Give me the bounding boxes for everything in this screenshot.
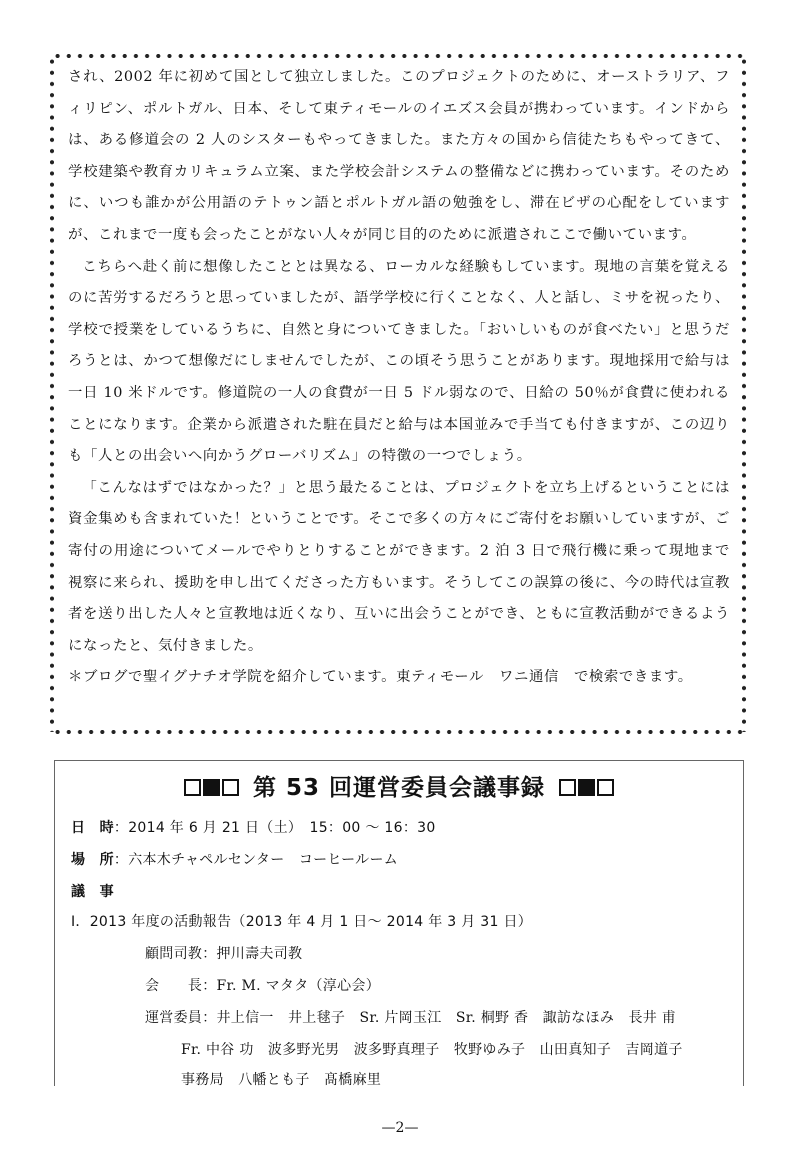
minutes-box [54, 760, 744, 1086]
date-row [71, 817, 436, 837]
committee-label: 運営委員 [145, 1010, 203, 1026]
committee-line-1: ：井上信一 井上毬子 Sr. 片岡玉江 Sr. 桐野 香 諏訪なほみ 長井 甫 [202, 1010, 677, 1026]
advisor-value: ：押川壽夫司教 [202, 946, 303, 962]
chair-label: 会 長 [145, 978, 203, 994]
agenda-row [71, 881, 114, 901]
dotted-border-top [52, 53, 744, 59]
agenda-item-1-text: Ⅰ．2013 年度の活動報告（2013 年 4 月 1 日〜 2014 年 3 月 31 日） [71, 914, 533, 930]
article-box [52, 56, 744, 732]
place-row [71, 849, 398, 869]
place-value: ：六本木チャペルセンター コーヒールーム [113, 852, 399, 868]
date-value: ：2014 年 6 月 21 日（土） 15：00 〜 16：30 [113, 820, 436, 836]
minutes-title: 第 53 回運営委員会議事録 [252, 775, 546, 801]
place-label: 場 所 [71, 852, 114, 868]
chair-row [145, 975, 380, 995]
date-label: 日 時 [71, 820, 114, 836]
article-paragraph-2: こちらへ赴く前に想像したこととは異なる、ローカルな経験もしています。現地の言葉を覚えるのに苦労するだろうと思っていましたが、語学学校に行くことなく、人と話し、ミサを祝ったり、学校で授業をしているうちに、自然と身についてきました。「おいしいものが食べたい」と思うだろうとは、かつて想像だにしませんでしたが、この頃そう思うことがあります。現地採用で給与は一日 10 米ドルです。修道院の一人の食費が一日 5 ドル弱なので、日給の 50％が食費に使われることになります。企業から派遣された駐在員だと給与は本国並みで手当ても付きますが、この辺りも「人との出会いへ向かうグローバリズム」の特徴の一つでしょう。 [68, 258, 730, 465]
committee-row [145, 1007, 676, 1027]
chair-value: ：Fr. M. マタタ（淳心会） [202, 978, 381, 994]
heading-squares-right-icon [558, 775, 615, 801]
advisor-row [145, 943, 302, 963]
minutes-heading [55, 769, 743, 802]
page-number: —2— [381, 1120, 419, 1136]
dotted-border-bottom [52, 729, 744, 735]
article-paragraph-1: され、2002 年に初めて国として独立しました。このプロジェクトのために、オーストラリア、フィリピン、ポルトガル、日本、そして東ティモールのイエズス会員が携わっています。インドからは、ある修道会の 2 人のシスターもやってきました。また方々の国から信徒たちもやってきて、学校建築や教育カリキュラム立案、また学校会計システムの整備などに携わっています。そのために、いつも誰かが公用語のテトゥン語とポルトガル語の勉強をし、滞在ビザの心配をしていますが、これまで一度も会ったことがない人々が同じ目的のために派遣されここで働いています。 [68, 69, 730, 243]
article-note: ＊ブログで聖イグナチオ学院を紹介しています。東ティモール ワニ通信 で検索できます。 [68, 669, 693, 686]
heading-squares-left-icon [183, 775, 240, 801]
committee-line-2: Fr. 中谷 功 波多野光男 波多野真理子 牧野ゆみ子 山田真知子 吉岡道子 [181, 1042, 683, 1058]
committee-line-3: 事務局 八幡とも子 髙橋麻里 [181, 1072, 382, 1088]
dotted-border-left [49, 56, 55, 732]
article-body [68, 62, 730, 694]
dotted-border-right [741, 56, 747, 732]
advisor-label: 顧問司教 [145, 946, 203, 962]
agenda-label: 議 事 [71, 884, 114, 900]
agenda-item-1 [71, 911, 532, 931]
article-paragraph-3: 「こんなはずではなかった？」と思う最たることは、プロジェクトを立ち上げるということには資金集めも含まれていた！ということです。そこで多くの方々にご寄付をお願いしていますが、ご寄付の用途についてメールでやりとりすることができます。2 泊 3 日で飛行機に乗って現地まで視察に来られ、援助を申し出てくださった方もいます。そうしてこの誤算の後に、今の時代は宣教者を送り出した人々と宣教地は近くなり、互いに出会うことができ、ともに宣教活動ができるようになったと、気付きました。 [68, 479, 730, 654]
